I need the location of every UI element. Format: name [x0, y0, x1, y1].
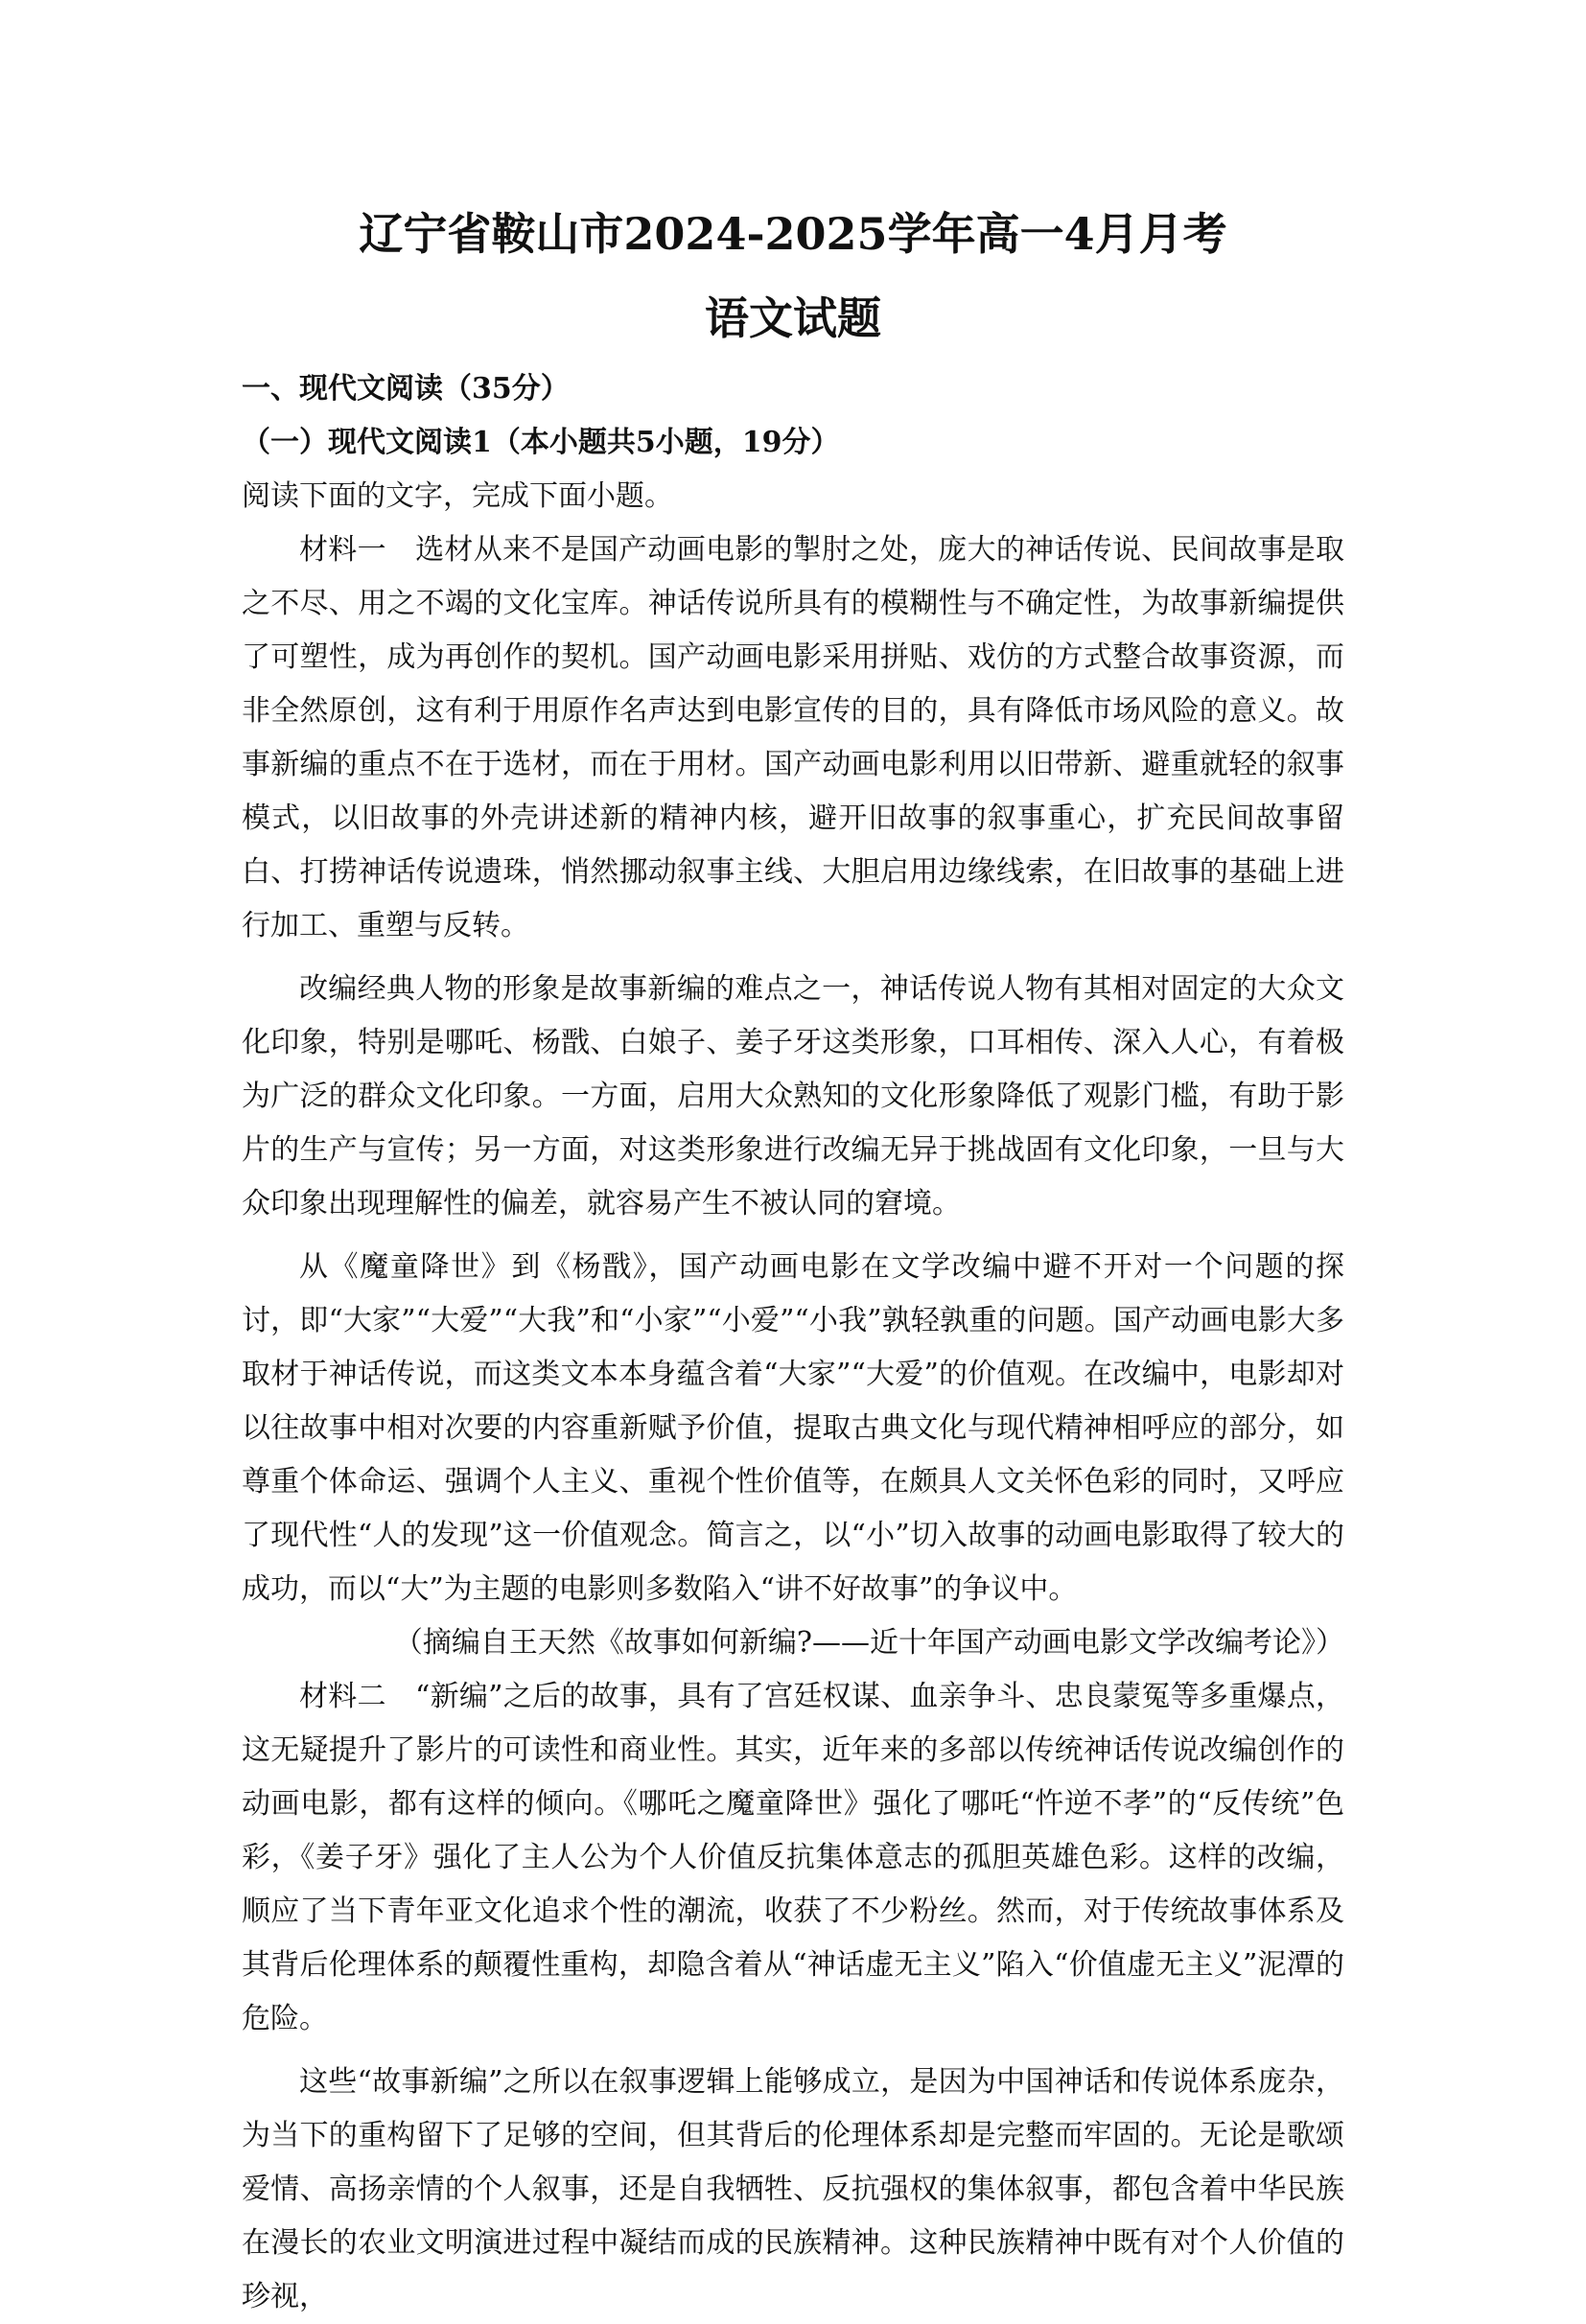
exam-content — [242, 362, 1344, 2324]
material-one-citation: （摘编自王天然《故事如何新编?——近十年国产动画电影文学改编考论》） — [393, 1626, 1344, 1660]
subsection-heading: （一）现代文阅读1（本小题共5小题，19分） — [242, 426, 840, 459]
material-one-paragraph-1: 材料一 选材从来不是国产动画电影的掣肘之处，庞大的神话传说、民间故事是取之不尽、用之不竭的文化宝库。神话传说所具有的模糊性与不确定性，为故事新编提供了可塑性，成为再创作的契机。国产动画电影采用拼贴、戏仿的方式整合故事资源，而非全然原创，这有利于用原作名声达到电影宣传的目的，具有降低市场风险的意义。故事新编的重点不在于选材，而在于用材。国产动画电影利用以旧带新、避重就轻的叙事模式，以旧故事的外壳讲述新的精神内核，避开旧故事的叙事重心，扩充民间故事留白、打捞神话传说遗珠，悄然挪动叙事主线、大胆启用边缘线索，在旧故事的基础上进行加工、重塑与反转。 — [242, 533, 1344, 942]
subject-title: 语文试题 — [705, 292, 881, 344]
reading-instruction: 阅读下面的文字，完成下面小题。 — [242, 479, 673, 513]
material-one-paragraph-3: 从《魔童降世》到《杨戬》，国产动画电影在文学改编中避不开对一个问题的探讨，即“大家”“大爱”“大我”和“小家”“小爱”“小我”孰轻孰重的问题。国产动画电影大多取材于神话传说，而这类文本本身蕴含着“大家”“大爱”的价值观。在改编中，电影却对以往故事中相对次要的内容重新赋予价值，提取古典文化与现代精神相呼应的部分，如尊重个体命运、强调个人主义、重视个性价值等，在颇具人文关怀色彩的同时，又呼应了现代性“人的发现”这一价值观念。简言之，以“小”切入故事的动画电影取得了较大的成功，而以“大”为主题的电影则多数陷入“讲不好故事”的争议中。 — [242, 1250, 1344, 1606]
material-one-paragraph-2: 改编经典人物的形象是故事新编的难点之一，神话传说人物有其相对固定的大众文化印象，特别是哪吒、杨戬、白娘子、姜子牙这类形象，口耳相传、深入人心，有着极为广泛的群众文化印象。一方面，启用大众熟知的文化形象降低了观影门槛，有助于影片的生产与宣传；另一方面，对这类形象进行改编无异于挑战固有文化印象，一旦与大众印象出现理解性的偏差，就容易产生不被认同的窘境。 — [242, 972, 1344, 1220]
material-two-paragraph-1: 材料二 “新编”之后的故事，具有了宫廷权谋、血亲争斗、忠良蒙冤等多重爆点，这无疑提升了影片的可读性和商业性。其实，近年来的多部以传统神话传说改编创作的动画电影，都有这样的倾向。《哪吒之魔童降世》强化了哪吒“忤逆不孝”的“反传统”色彩，《姜子牙》强化了主人公为个人价值反抗集体意志的孤胆英雄色彩。这样的改编，顺应了当下青年亚文化追求个性的潮流，收获了不少粉丝。然而，对于传统故事体系及其背后伦理体系的颠覆性重构，却隐含着从“神话虚无主义”陷入“价值虚无主义”泥潭的危险。 — [242, 1680, 1344, 2035]
material-two-paragraph-2: 这些“故事新编”之所以在叙事逻辑上能够成立，是因为中国神话和传说体系庞杂，为当下的重构留下了足够的空间，但其背后的伦理体系却是完整而牢固的。无论是歌颂爱情、高扬亲情的个人叙事，还是自我牺牲、反抗强权的集体叙事，都包含着中华民族在漫长的农业文明演进过程中凝结而成的民族精神。这种民族精神中既有对个人价值的珍视， — [242, 2065, 1344, 2313]
section-heading: 一、现代文阅读（35分） — [242, 372, 570, 406]
exam-title: 辽宁省鞍山市2024-2025学年高一4月月考 — [359, 208, 1227, 260]
